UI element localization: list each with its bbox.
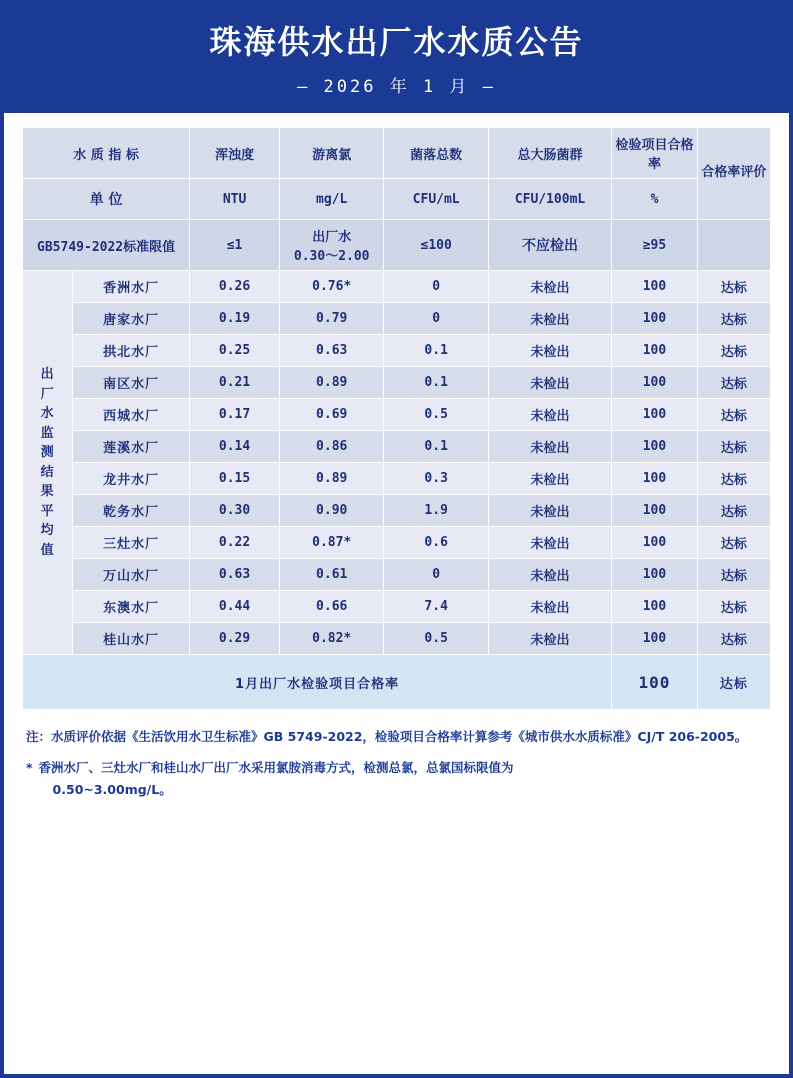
standard-label: GB5749-2022标准限值	[23, 220, 190, 271]
cell-evaluation: 达标	[697, 399, 770, 431]
side-label-monitoring-average: 出 厂 水 监 测 结 果 平 均 值	[23, 271, 73, 655]
note-1	[26, 726, 767, 747]
cell-plant-name: 东澳水厂	[73, 591, 190, 623]
cell-plant-name: 三灶水厂	[73, 527, 190, 559]
cell-pass-rate: 100	[612, 623, 698, 655]
cell-plant-name: 龙井水厂	[73, 463, 190, 495]
cell-colony-count: 0.5	[384, 399, 488, 431]
cell-plant-name: 拱北水厂	[73, 335, 190, 367]
standard-evaluation-empty	[697, 220, 770, 271]
cell-colony-count: 0.6	[384, 527, 488, 559]
cell-pass-rate: 100	[612, 271, 698, 303]
header-coliform: 总大肠菌群	[488, 128, 611, 179]
cell-evaluation: 达标	[697, 463, 770, 495]
table-row	[23, 399, 771, 431]
cell-evaluation: 达标	[697, 623, 770, 655]
cell-plant-name: 香洲水厂	[73, 271, 190, 303]
note-2-marker: *	[26, 760, 33, 776]
cell-plant-name: 桂山水厂	[73, 623, 190, 655]
notes-section	[4, 710, 789, 800]
cell-free-chlorine: 0.86	[279, 431, 383, 463]
cell-evaluation: 达标	[697, 527, 770, 559]
cell-coliform: 未检出	[488, 527, 611, 559]
cell-free-chlorine: 0.79	[279, 303, 383, 335]
cell-colony-count: 0.1	[384, 335, 488, 367]
total-pass-rate: 100	[612, 655, 698, 710]
cell-plant-name: 南区水厂	[73, 367, 190, 399]
unit-free-chlorine: mg/L	[279, 179, 383, 220]
cell-colony-count: 0.5	[384, 623, 488, 655]
standard-colony-count: ≤100	[384, 220, 488, 271]
header-free-chlorine: 游离氯	[279, 128, 383, 179]
cell-turbidity: 0.14	[190, 431, 280, 463]
cell-evaluation: 达标	[697, 495, 770, 527]
table-row	[23, 335, 771, 367]
table-total-row	[23, 655, 771, 710]
cell-plant-name: 唐家水厂	[73, 303, 190, 335]
cell-colony-count: 0.1	[384, 367, 488, 399]
unit-label: 单 位	[23, 179, 190, 220]
cell-colony-count: 0	[384, 559, 488, 591]
cell-evaluation: 达标	[697, 335, 770, 367]
cell-turbidity: 0.17	[190, 399, 280, 431]
header-pass-rate: 检验项目合格率	[612, 128, 698, 179]
table-row	[23, 367, 771, 399]
cell-turbidity: 0.44	[190, 591, 280, 623]
header-colony-count: 菌落总数	[384, 128, 488, 179]
cell-free-chlorine: 0.61	[279, 559, 383, 591]
cell-coliform: 未检出	[488, 271, 611, 303]
water-quality-table	[22, 127, 771, 710]
table-row	[23, 271, 771, 303]
report-period: — 2026 年 1 月 —	[297, 77, 496, 97]
cell-plant-name: 西城水厂	[73, 399, 190, 431]
cell-evaluation: 达标	[697, 367, 770, 399]
table-row	[23, 559, 771, 591]
cell-free-chlorine: 0.87*	[279, 527, 383, 559]
standard-free-chlorine-line2: 0.30～2.00	[293, 249, 370, 264]
cell-pass-rate: 100	[612, 463, 698, 495]
cell-plant-name: 万山水厂	[73, 559, 190, 591]
cell-pass-rate: 100	[612, 559, 698, 591]
cell-coliform: 未检出	[488, 559, 611, 591]
standard-coliform: 不应检出	[488, 220, 611, 271]
table-row	[23, 591, 771, 623]
page-title: 珠海供水出厂水水质公告	[209, 23, 584, 61]
cell-pass-rate: 100	[612, 527, 698, 559]
cell-free-chlorine: 0.66	[279, 591, 383, 623]
cell-pass-rate: 100	[612, 399, 698, 431]
cell-evaluation: 达标	[697, 591, 770, 623]
total-evaluation: 达标	[697, 655, 770, 710]
cell-turbidity: 0.21	[190, 367, 280, 399]
standard-pass-rate: ≥95	[612, 220, 698, 271]
cell-coliform: 未检出	[488, 463, 611, 495]
table-row	[23, 527, 771, 559]
cell-coliform: 未检出	[488, 367, 611, 399]
unit-turbidity: NTU	[190, 179, 280, 220]
table-container	[4, 113, 789, 710]
cell-colony-count: 1.9	[384, 495, 488, 527]
cell-pass-rate: 100	[612, 303, 698, 335]
standard-free-chlorine	[279, 220, 383, 271]
cell-turbidity: 0.29	[190, 623, 280, 655]
table-row	[23, 431, 771, 463]
table-row	[23, 495, 771, 527]
cell-colony-count: 0	[384, 271, 488, 303]
cell-colony-count: 0	[384, 303, 488, 335]
note-2-text-line2: 0.50~3.00mg/L。	[52, 781, 172, 797]
cell-coliform: 未检出	[488, 591, 611, 623]
cell-turbidity: 0.63	[190, 559, 280, 591]
cell-turbidity: 0.15	[190, 463, 280, 495]
table-unit-row	[23, 179, 771, 220]
table-standard-row	[23, 220, 771, 271]
cell-pass-rate: 100	[612, 431, 698, 463]
cell-pass-rate: 100	[612, 335, 698, 367]
cell-colony-count: 0.3	[384, 463, 488, 495]
cell-free-chlorine: 0.69	[279, 399, 383, 431]
cell-evaluation: 达标	[697, 303, 770, 335]
cell-evaluation: 达标	[697, 431, 770, 463]
unit-coliform: CFU/100mL	[488, 179, 611, 220]
cell-colony-count: 0.1	[384, 431, 488, 463]
note-2-text: 香洲水厂、三灶水厂和桂山水厂出厂水采用氯胺消毒方式，检测总氯，总氯国标限值为	[38, 760, 514, 776]
total-label: 1月出厂水检验项目合格率	[23, 655, 612, 710]
cell-free-chlorine: 0.82*	[279, 623, 383, 655]
cell-free-chlorine: 0.76*	[279, 271, 383, 303]
note-1-text: 水质评价依据《生活饮用水卫生标准》GB 5749-2022，检验项目合格率计算参考《城市供水水质标准》CJ/T 206-2005。	[51, 729, 748, 744]
cell-turbidity: 0.25	[190, 335, 280, 367]
cell-coliform: 未检出	[488, 303, 611, 335]
note-1-marker: 注：	[26, 729, 52, 744]
cell-pass-rate: 100	[612, 495, 698, 527]
cell-plant-name: 莲溪水厂	[73, 431, 190, 463]
cell-turbidity: 0.26	[190, 271, 280, 303]
cell-turbidity: 0.19	[190, 303, 280, 335]
cell-plant-name: 乾务水厂	[73, 495, 190, 527]
header-turbidity: 浑浊度	[190, 128, 280, 179]
cell-free-chlorine: 0.63	[279, 335, 383, 367]
header-evaluation: 合格率评价	[697, 128, 770, 220]
note-2	[26, 757, 767, 800]
cell-turbidity: 0.22	[190, 527, 280, 559]
cell-pass-rate: 100	[612, 367, 698, 399]
cell-coliform: 未检出	[488, 495, 611, 527]
table-row	[23, 303, 771, 335]
report-header	[4, 4, 789, 113]
cell-colony-count: 7.4	[384, 591, 488, 623]
unit-colony-count: CFU/mL	[384, 179, 488, 220]
standard-turbidity: ≤1	[190, 220, 280, 271]
cell-free-chlorine: 0.89	[279, 463, 383, 495]
cell-coliform: 未检出	[488, 399, 611, 431]
cell-free-chlorine: 0.89	[279, 367, 383, 399]
cell-evaluation: 达标	[697, 271, 770, 303]
table-row	[23, 463, 771, 495]
cell-coliform: 未检出	[488, 623, 611, 655]
unit-pass-rate: %	[612, 179, 698, 220]
standard-free-chlorine-line1: 出厂水	[312, 230, 352, 245]
cell-pass-rate: 100	[612, 591, 698, 623]
cell-evaluation: 达标	[697, 559, 770, 591]
cell-free-chlorine: 0.90	[279, 495, 383, 527]
table-header-row	[23, 128, 771, 179]
table-row	[23, 623, 771, 655]
cell-coliform: 未检出	[488, 335, 611, 367]
cell-coliform: 未检出	[488, 431, 611, 463]
cell-turbidity: 0.30	[190, 495, 280, 527]
header-indicator: 水 质 指 标	[23, 128, 190, 179]
